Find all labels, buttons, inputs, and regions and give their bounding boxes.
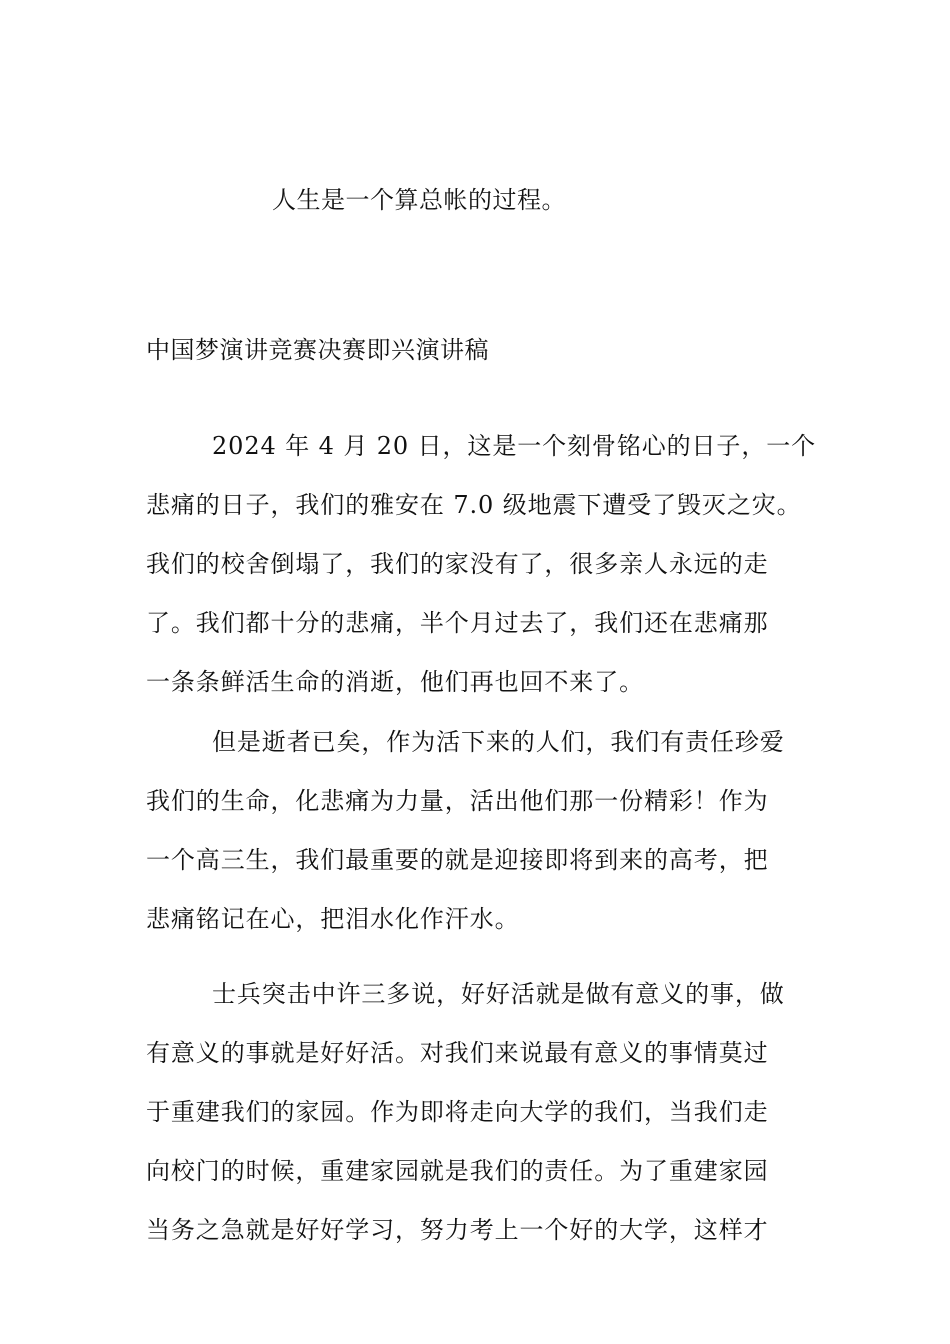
paragraph-line: 了。我们都十分的悲痛，半个月过去了，我们还在悲痛那: [146, 609, 769, 637]
paragraph-line: 于重建我们的家园。作为即将走向大学的我们，当我们走: [146, 1098, 769, 1126]
paragraph-3: [146, 978, 806, 1273]
paragraph-line: 士兵突击中许三多说，好好活就是做有意义的事，做: [212, 980, 785, 1008]
paragraph-line: 我们的校舍倒塌了，我们的家没有了，很多亲人永远的走: [146, 550, 769, 578]
paragraph-line: 但是逝者已矣，作为活下来的人们，我们有责任珍爱: [212, 728, 785, 756]
paragraph-line: 我们的生命，化悲痛为力量，活出他们那一份精彩！作为: [146, 787, 769, 815]
paragraph-line: 2024 年 4 月 20 日，这是一个刻骨铭心的日子，一个: [212, 432, 817, 460]
paragraph-1: [146, 430, 817, 725]
paragraph-line: 向校门的时候，重建家园就是我们的责任。为了重建家园: [146, 1157, 769, 1185]
paragraph-line: 一个高三生，我们最重要的就是迎接即将到来的高考，把: [146, 846, 769, 874]
paragraph-line: 悲痛的日子，我们的雅安在 7.0 级地震下遭受了毁灭之灾。: [146, 491, 802, 519]
document-title: 中国梦演讲竞赛决赛即兴演讲稿: [146, 336, 489, 364]
paragraph-line: 有意义的事就是好好活。对我们来说最有意义的事情莫过: [146, 1039, 769, 1067]
paragraph-line: 当务之急就是好好学习，努力考上一个好的大学，这样才: [146, 1216, 769, 1244]
lead-sentence: 人生是一个算总帐的过程。: [272, 186, 566, 214]
paragraph-line: 悲痛铭记在心，把泪水化作汗水。: [146, 905, 520, 933]
paragraph-2: [146, 726, 806, 962]
paragraph-line: 一条条鲜活生命的消逝，他们再也回不来了。: [146, 668, 644, 696]
